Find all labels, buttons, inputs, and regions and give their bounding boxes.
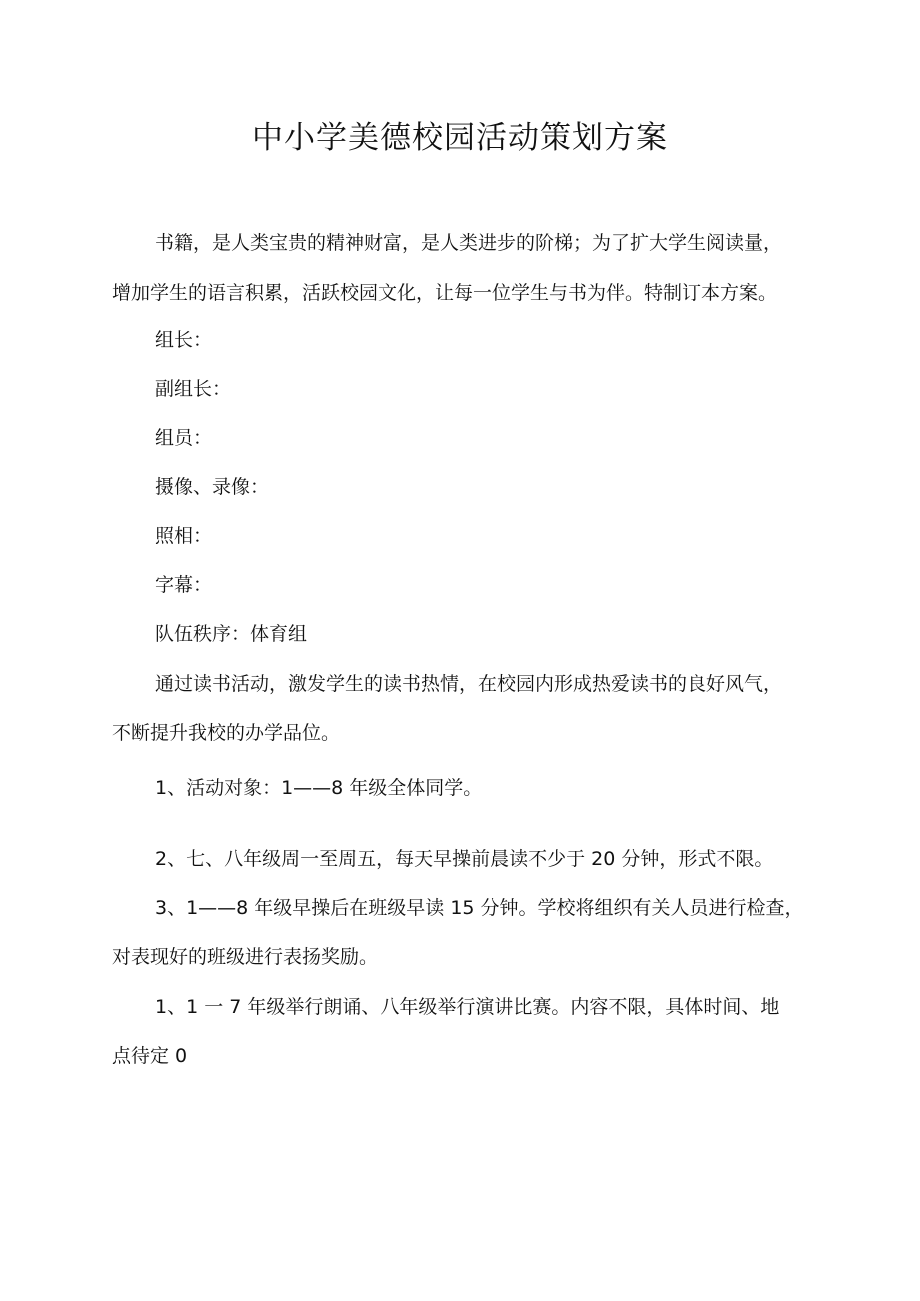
- role-video: 摄像、录像：: [155, 476, 270, 498]
- purpose-line-2: 不断提升我校的办学品位。: [112, 722, 341, 744]
- item-class-reading-line-1: 3、1——8 年级早操后在班级早读 15 分钟。学校将组织有关人员进行检查，: [155, 897, 804, 919]
- item-competition-line-2: 点待定 0: [112, 1045, 188, 1067]
- item-class-reading-line-2: 对表现好的班级进行表扬奖励。: [112, 946, 379, 968]
- item-target: 1、活动对象：1——8 年级全体同学。: [155, 777, 483, 799]
- intro-line-1: 书籍，是人类宝贵的精神财富，是人类进步的阶梯；为了扩大学生阅读量，: [155, 232, 783, 254]
- role-leader: 组长：: [155, 329, 213, 351]
- role-deputy-leader: 副组长：: [155, 378, 232, 400]
- item-competition-line-1: 1、1 一 7 年级举行朗诵、八年级举行演讲比赛。内容不限，具体时间、地: [155, 996, 780, 1018]
- role-members: 组员：: [155, 427, 213, 449]
- role-photo: 照相：: [155, 525, 213, 547]
- role-team-order: 队伍秩序：体育组: [155, 623, 308, 645]
- purpose-line-1: 通过读书活动，激发学生的读书热情，在校园内形成热爱读书的良好风气，: [155, 673, 783, 695]
- intro-line-2: 增加学生的语言积累，活跃校园文化，让每一位学生与书为伴。特制订本方案。: [112, 282, 778, 304]
- document-title: 中小学美德校园活动策划方案: [252, 120, 668, 156]
- item-morning-reading: 2、七、八年级周一至周五，每天早操前晨读不少于 20 分钟，形式不限。: [155, 848, 774, 870]
- role-subtitles: 字幕：: [155, 574, 213, 596]
